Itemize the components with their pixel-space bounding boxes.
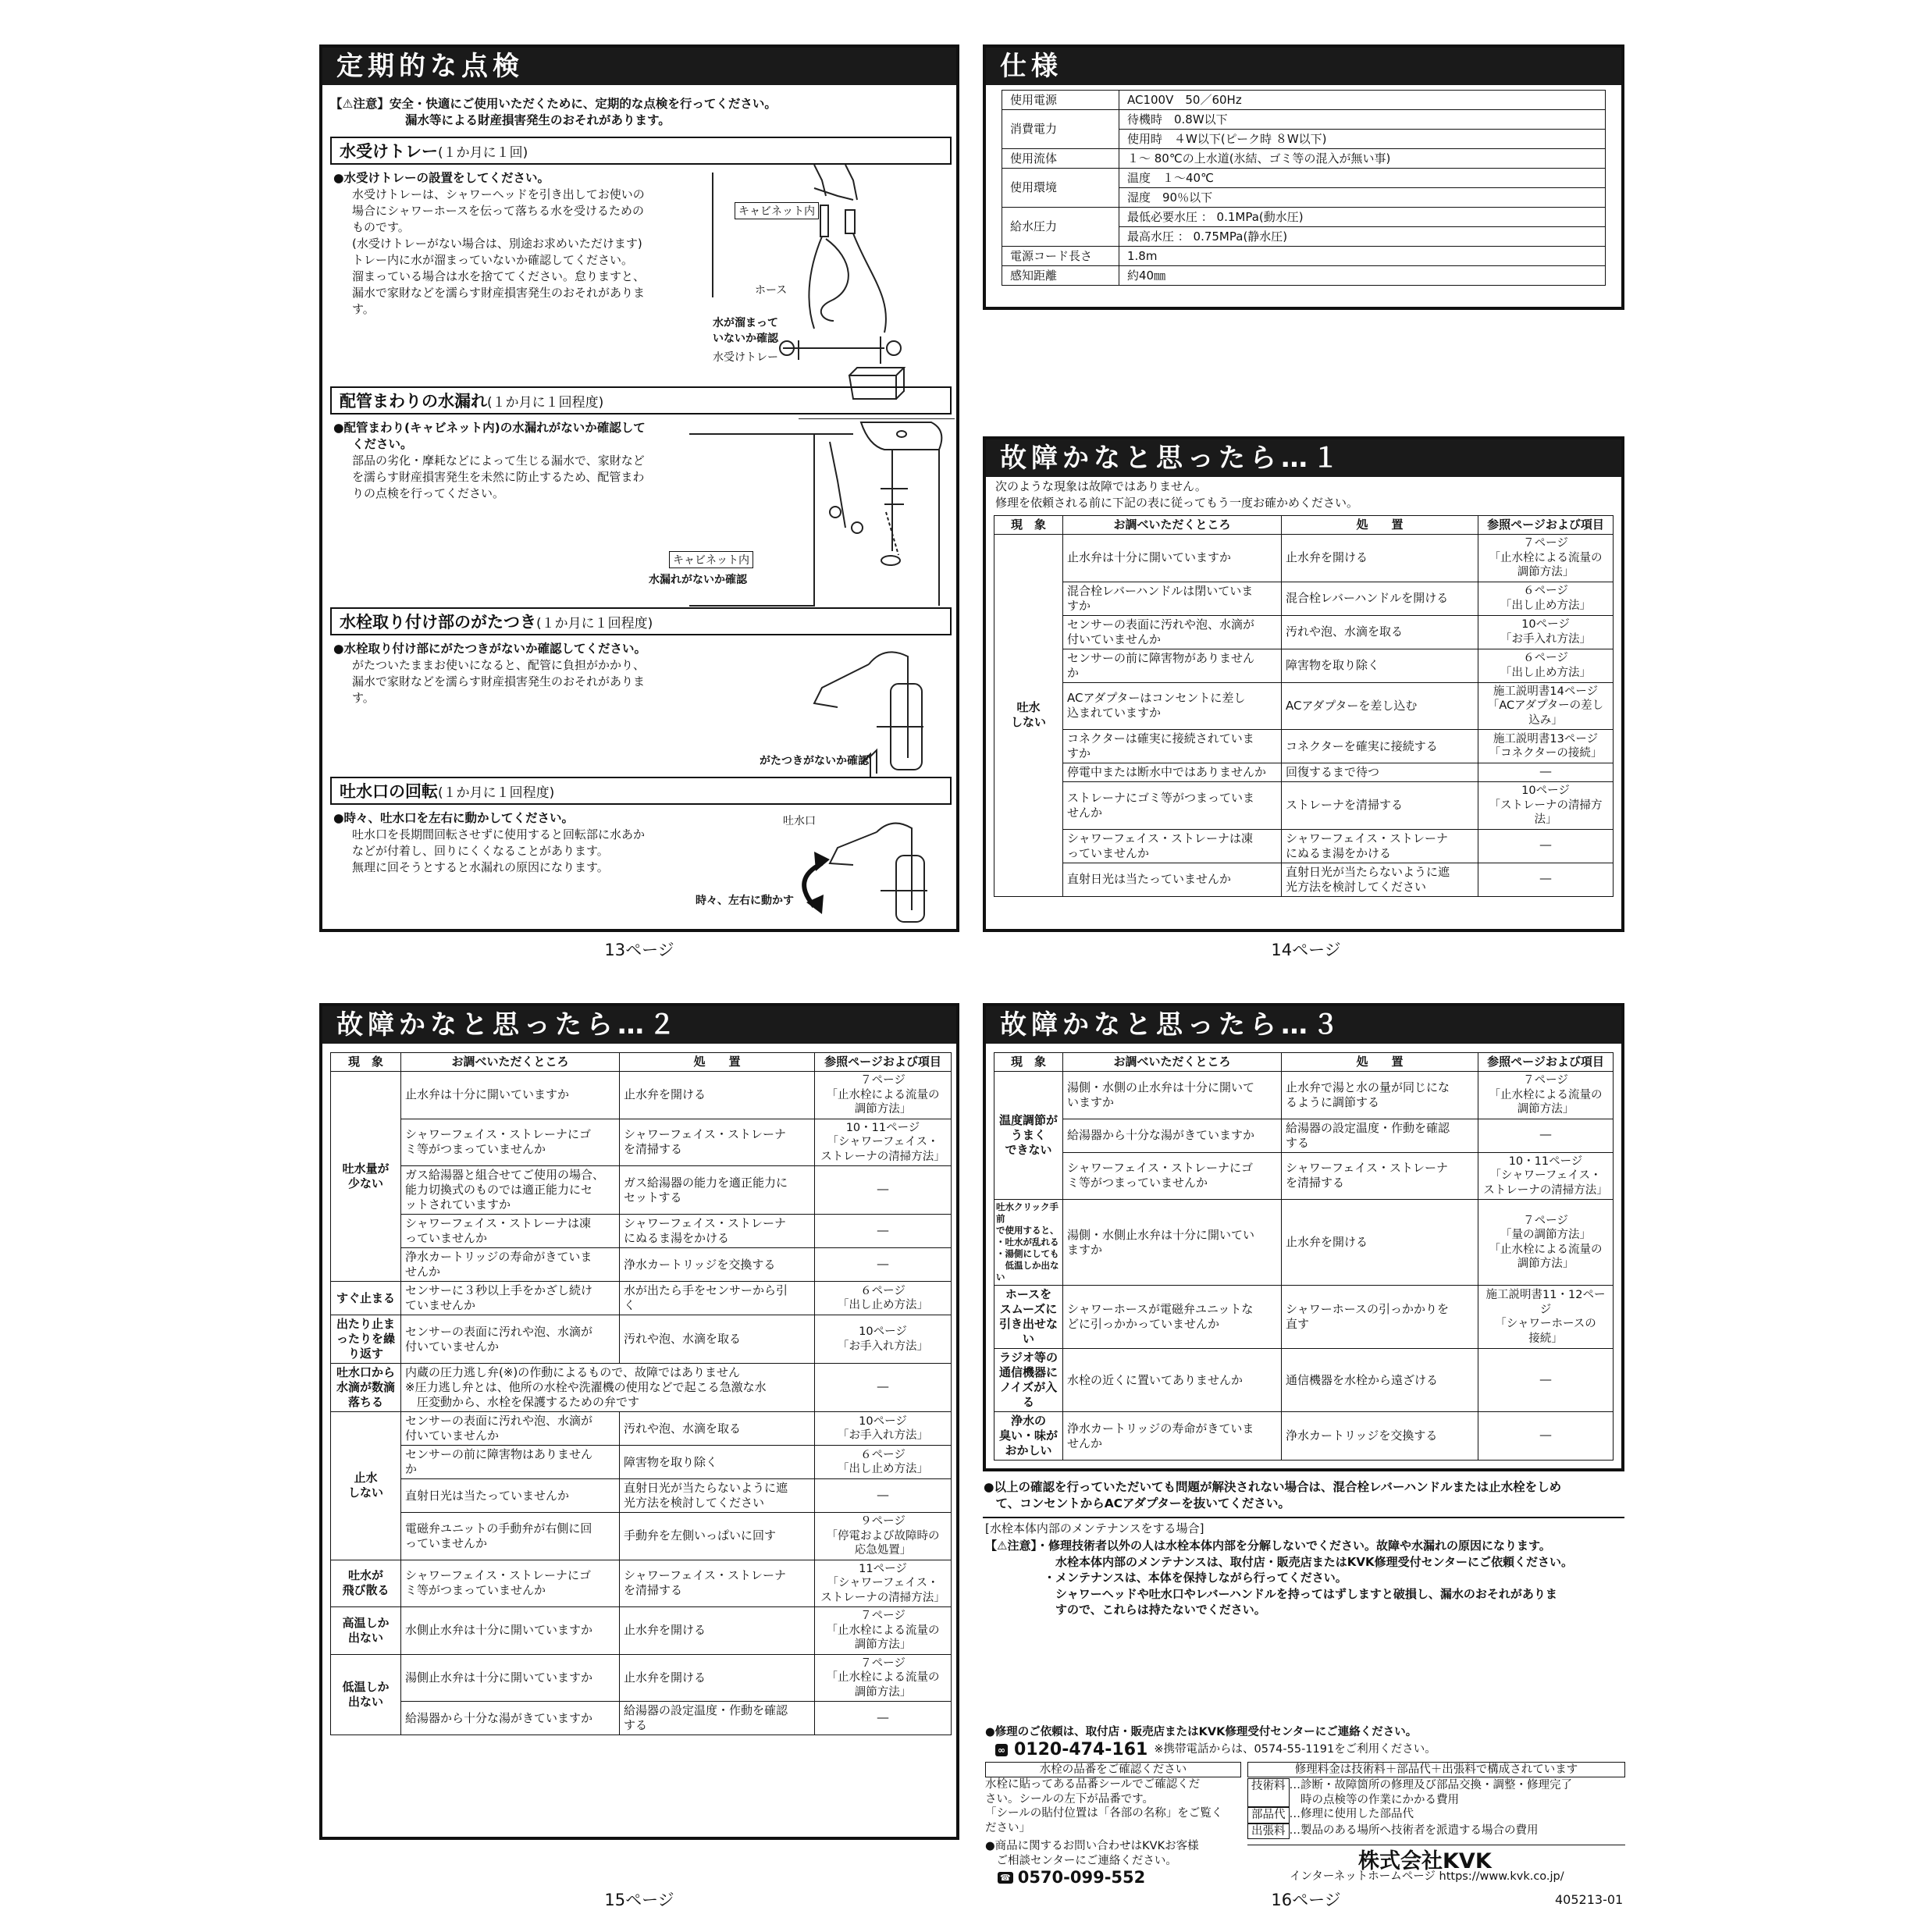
action-cell: 通信機器を水栓から遠ざける: [1282, 1349, 1478, 1412]
reference-cell: ―: [1478, 1349, 1614, 1412]
action-cell: 汚れや泡、水滴を取る: [620, 1315, 815, 1364]
table-row: [331, 1119, 952, 1166]
caution-line2: 漏水等による財産損害発生のおそれがあります。: [405, 113, 671, 127]
symptom-cell: 吐水クリック手前 で使用すると、 ・吐水が乱れる ・湯側にしても 低温しか出ない: [994, 1200, 1063, 1286]
symptom-cell: 吐水が 飛び散る: [331, 1560, 401, 1607]
page-number-16: 16ページ: [1271, 1891, 1341, 1909]
table-row: [994, 1072, 1614, 1119]
table-row: [331, 1072, 952, 1119]
table-row: [331, 1412, 952, 1446]
document-code: 405213-01: [1555, 1892, 1624, 1907]
table-row: [994, 782, 1614, 830]
table-row: [331, 1513, 952, 1560]
troubleshoot-3-title: 故障かなと思ったら…３: [986, 1006, 1621, 1044]
reference-cell: ７ページ 「止水栓による流量の 調節方法」: [815, 1072, 952, 1119]
reference-cell: 10ページ 「ストレーナの清掃方法」: [1478, 782, 1614, 830]
reference-cell: ７ページ 「量の調節方法」 「止水栓による流量の 調節方法」: [1478, 1200, 1614, 1286]
symptom-cell: 浄水の 臭い・味が おかしい: [994, 1412, 1063, 1461]
action-cell: 障害物を取り除く: [620, 1446, 815, 1479]
action-cell: シャワーフェイス・ストレーナ を清掃する: [620, 1560, 815, 1607]
action-cell: シャワーフェイス・ストレーナ を清掃する: [1282, 1152, 1478, 1200]
check-cell: 直射日光は当たっていませんか: [1063, 863, 1282, 896]
action-cell: 混合栓レバーハンドルを開ける: [1282, 582, 1478, 615]
troubleshoot-1-panel: [983, 436, 1624, 932]
check-cell: ガス給湯器と組合せてご使用の場合、 能力切換式のものでは適正能力にセ ットされていますか: [401, 1166, 620, 1215]
fig-wobble-check-label: がたつきがないか確認: [760, 755, 869, 767]
section-water-tray-body: ●水受けトレーの設置をしてください。 水受けトレーは、シャワーヘッドを引き出してお使いの 場合にシャワーホースを伝って落ちる水を受けるための ものです。 (水受けトレーがない場合は、別途お求めいただけます) トレー内に水が溜まっていないか確認してください。 溜まっている場合は水を捨ててください。怠りますと、 漏水で家財などを濡らす財産損害発生のおそれがありま す。: [333, 171, 646, 316]
check-cell: 直射日光は当たっていませんか: [401, 1479, 620, 1513]
check-cell: 湯側・水側の止水弁は十分に開いて いますか: [1063, 1072, 1282, 1119]
table-row: [331, 1654, 952, 1702]
check-cell: シャワーフェイス・ストレーナは凍 っていませんか: [1063, 829, 1282, 863]
check-cell: センサーの前に障害物がありません か: [1063, 649, 1282, 682]
reference-cell: ―: [815, 1364, 952, 1412]
fig-cabinet-label-2: キャビネット内: [669, 551, 753, 568]
company-homepage[interactable]: インターネットホームページ https://www.kvk.co.jp/: [1290, 1870, 1564, 1883]
hinban-title: 水栓の品番をご確認ください: [985, 1762, 1241, 1777]
reference-cell: 10ページ 「お手入れ方法」: [1478, 615, 1614, 649]
page13-panel: [319, 44, 959, 932]
table-row: [331, 1702, 952, 1735]
symptom-cell: ラジオ等の 通信機器に ノイズが入る: [994, 1349, 1063, 1412]
table-row: [994, 1349, 1614, 1412]
spec-table: 使用電源 AC100V 50／60Hz 消費電力 待機時 0.8W以下 使用時 ４W以下(ピーク時 ８W以下) 使用流体 １～ 80℃の上水道(氷結、ゴミ等の混入が無い事) 使用環境 温度 １～40℃ 湿度 90％以下 給水圧力 最低必要水圧 ： 0.1MPa(動水圧) 最高水圧 ： 0.75MPa(静水圧) 電源コード長さ 1.8m 感知距離 約40㎜: [1002, 90, 1606, 286]
symptom-cell: 出たり止ま ったりを繰 り返す: [331, 1315, 401, 1364]
fig-hose-label: ホース: [755, 284, 788, 297]
reference-cell: ―: [1478, 863, 1614, 896]
table-row: [331, 1560, 952, 1607]
table-row: [331, 1446, 952, 1479]
page-number-15: 15ページ: [604, 1891, 674, 1909]
table-row: [994, 863, 1614, 896]
reference-cell: ６ページ 「出し止め方法」: [1478, 582, 1614, 615]
fee-title: 修理料金は技術料＋部品代＋出張料で構成されています: [1247, 1762, 1625, 1777]
fig-cabinet-label: キャビネット内: [735, 202, 819, 219]
table-row: [994, 829, 1614, 863]
section-pipe-leak-body: ●配管まわり(キャビネット内)の水漏れがないか確認して ください。 部品の劣化・摩耗などによって生じる漏水で、家財など を濡らす財産損害発生を未然に防止するため、配管まわ りの点検を行ってください。: [333, 421, 646, 500]
symptom-cell: 高温しか 出ない: [331, 1607, 401, 1655]
freedial-row: [995, 1740, 1436, 1759]
action-cell: 水が出たら手をセンサーから引 く: [620, 1282, 815, 1315]
reference-cell: 10・11ページ 「シャワーフェイス・ ストレーナの清掃方法」: [815, 1119, 952, 1166]
troubleshoot-1-intro: 次のような現象は故障ではありません。 修理を依頼される前に下記の表に従ってもう一度お確かめください。: [995, 479, 1359, 510]
section-mount-wobble-title: 水栓取り付け部のがたつき(１か月に１回程度): [330, 607, 952, 635]
inquiry-text: ●商品に関するお問い合わせはKVKお客様 ご相談センターにご連絡ください。: [985, 1840, 1199, 1867]
navi-dial-number: 0570-099-552: [1017, 1868, 1146, 1887]
reference-cell: ―: [815, 1166, 952, 1215]
final-check-note: ●以上の確認を行っていただいても問題が解決されない場合は、混合栓レバーハンドルまたは止水栓をしめ て、コンセントからACアダプターを抜いてください。: [984, 1480, 1562, 1510]
check-cell: 給湯器から十分な湯がきていますか: [1063, 1119, 1282, 1152]
check-cell: シャワーフェイス・ストレーナにゴ ミ等がつまっていませんか: [401, 1119, 620, 1166]
action-cell: 障害物を取り除く: [1282, 649, 1478, 682]
table-row: [994, 582, 1614, 615]
troubleshoot-2-table: 現 象 お調べいただくところ 処 置 参照ページおよび項目 吐水量が 少ない 止水弁は十分に開いていますか 止水弁を開ける ７ページ 「止水栓による流量の 調節方法」 シャワーフェイス・ストレーナにゴ ミ等がつまっていませんか シャワーフェイス・ストレーナ を清掃する 10・11ページ 「シャワーフェイス・ ストレーナの清掃方法」 ガス給湯器と組合せてご使用の場合、 能力切換式のものでは適正能力にセ ットされていますか ガス給湯器の能力を適正能力に セットする ― シャワーフェイス・ストレーナは凍 っていませんか シャワーフェイス・ストレーナ にぬるま湯をかける ― 浄水カートリッジの寿命がきていま せんか 浄水カートリッジを交換する ― すぐ止まる センサーに３秒以上手をかざし続け ていませんか 水が出たら手をセンサーから引 く ６ページ 「出し止め方法」 出たり止ま ったりを繰 り返す センサーの表面に汚れや泡、水滴が 付いていませんか 汚れや泡、水滴を取る 10ページ 「お手入れ方法」 吐水口から 水滴が数滴 落ちる 内蔵の圧力逃し弁(※)の作動によるもので、故障ではありません ※圧力逃し弁とは、他所の水栓や洗濯機の使用などで起こる急激な水 圧変動から、水栓を保護するための弁です ― 止水 しない センサーの表面に汚れや泡、水滴が 付いていませんか 汚れや泡、水滴を取る 10ページ 「お手入れ方法」 センサーの前に障害物はありません か 障害物を取り除く ６ページ 「出し止め方法」 直射日光は当たっていませんか 直射日光が当たらないように遮 光方法を検討してください ― 電磁弁ユニットの手動弁が右側に回 っていませんか 手動弁を左側いっぱいに回す ９ページ 「停電および故障時の 応急処置」 吐水が 飛び散る シャワーフェイス・ストレーナにゴ ミ等がつまっていませんか シャワーフェイス・ストレーナ を清掃する 11ページ 「シャワーフェイス・ ストレーナの清掃方法」 高温しか 出ない 水側止水弁は十分に開いていますか 止水弁を開ける ７ページ 「止水栓による流量の 調節方法」 低温しか 出ない 湯側止水弁は十分に開いていますか 止水弁を開ける ７ページ 「止水栓による流量の 調節方法」 給湯器から十分な湯がきていますか 給湯器の設定温度・作動を確認 する ―: [330, 1052, 952, 1735]
symptom-cell: すぐ止まる: [331, 1282, 401, 1315]
action-cell: 浄水カートリッジを交換する: [1282, 1412, 1478, 1461]
symptom-cell: 止水 しない: [331, 1412, 401, 1560]
action-cell: 直射日光が当たらないように遮 光方法を検討してください: [620, 1479, 815, 1513]
section-water-tray-title: 水受けトレー(１か月に１回): [330, 137, 952, 165]
symptom-cell: 吐水口から 水滴が数滴 落ちる: [331, 1364, 401, 1412]
action-cell: 浄水カートリッジを交換する: [620, 1248, 815, 1282]
fee-list: 技術料 …診断・故障箇所の修理及び部品交換・調整・修理完了 時の点検等の作業にかかる費用 部品代 …修理に使用した部品代 出張料 …製品のある場所へ技術者を派遣する場合の費用: [1247, 1778, 1625, 1839]
troubleshoot-1-title: 故障かなと思ったら…１: [986, 439, 1621, 477]
action-cell: 止水弁を開ける: [620, 1072, 815, 1119]
fig-move-label: 時々、左右に動かす: [696, 895, 794, 907]
table-row: [994, 1152, 1614, 1200]
check-cell: センサーの表面に汚れや泡、水滴が 付いていませんか: [1063, 615, 1282, 649]
reference-cell: ９ページ 「停電および故障時の 応急処置」: [815, 1513, 952, 1560]
reference-cell: ―: [815, 1248, 952, 1282]
fig-check-label: 水が溜まって いないか確認: [713, 317, 778, 345]
action-cell: ACアダプターを差し込む: [1282, 682, 1478, 730]
reference-cell: 10・11ページ 「シャワーフェイス・ ストレーナの清掃方法」: [1478, 1152, 1614, 1200]
table-row: [331, 1364, 952, 1412]
company-name: 株式会社KVK: [1358, 1849, 1492, 1873]
troubleshoot-1-table: 現 象 お調べいただくところ 処 置 参照ページおよび項目 吐水 しない 止水弁は十分に開いていますか 止水弁を開ける ７ページ 「止水栓による流量の 調節方法」 混合栓レバーハンドルは閉いていま すか 混合栓レバーハンドルを開ける ６ページ 「出し止め方法」 センサーの表面に汚れや泡、水滴が 付いていませんか 汚れや泡、水滴を取る 10ページ 「お手入れ方法」 センサーの前に障害物がありません か 障害物を取り除く ６ページ 「出し止め方法」 ACアダプターはコンセントに差し 込まれていますか ACアダプターを差し込む 施工説明書14ページ 「ACアダプターの差し込み」 コネクターは確実に接続されていま すか コネクターを確実に接続する 施工説明書13ページ 「コネクターの接続」 停電中または断水中ではありませんか 回復するまで待つ ― ストレーナにゴミ等がつまっていま せんか ストレーナを清掃する 10ページ 「ストレーナの清掃方法」 シャワーフェイス・ストレーナは凍 っていませんか シャワーフェイス・ストレーナ にぬるま湯をかける ― 直射日光は当たっていませんか 直射日光が当たらないように遮 光方法を検討してください ―: [994, 515, 1614, 897]
check-cell: シャワーフェイス・ストレーナにゴ ミ等がつまっていませんか: [401, 1560, 620, 1607]
action-cell: 止水弁で湯と水の量が同じにな るように調節する: [1282, 1072, 1478, 1119]
table-row: [331, 1215, 952, 1248]
check-cell: 浄水カートリッジの寿命がきていま せんか: [1063, 1412, 1282, 1461]
action-cell: ストレーナを清掃する: [1282, 782, 1478, 830]
reference-cell: ―: [1478, 763, 1614, 782]
check-cell: 止水弁は十分に開いていますか: [401, 1072, 620, 1119]
reference-cell: ―: [815, 1479, 952, 1513]
reference-cell: ７ページ 「止水栓による流量の 調節方法」: [815, 1654, 952, 1702]
check-cell: 給湯器から十分な湯がきていますか: [401, 1702, 620, 1735]
action-cell: 給湯器の設定温度・作動を確認 する: [620, 1702, 815, 1735]
reference-cell: ６ページ 「出し止め方法」: [815, 1446, 952, 1479]
check-cell: 湯側・水側止水弁は十分に開いてい ますか: [1063, 1200, 1282, 1286]
action-cell: 汚れや泡、水滴を取る: [620, 1412, 815, 1446]
table-row: [994, 730, 1614, 763]
maintenance-title: [水栓本体内部のメンテナンスをする場合]: [985, 1521, 1204, 1535]
action-cell: シャワーフェイス・ストレーナ にぬるま湯をかける: [1282, 829, 1478, 863]
troubleshoot-3-panel: [983, 1003, 1624, 1471]
action-cell: 手動弁を左側いっぱいに回す: [620, 1513, 815, 1560]
reference-cell: 10ページ 「お手入れ方法」: [815, 1315, 952, 1364]
action-cell: コネクターを確実に接続する: [1282, 730, 1478, 763]
section-spout-rotate-body: ●時々、吐水口を左右に動かしてください。 吐水口を長期間回転させずに使用すると回転部に水あか などが付着し、回りにくくなることがあります。 無理に回そうとすると水漏れの原因になります。: [333, 811, 646, 874]
reference-cell: ６ページ 「出し止め方法」: [815, 1282, 952, 1315]
check-cell: 混合栓レバーハンドルは閉いていま すか: [1063, 582, 1282, 615]
table-row: [994, 682, 1614, 730]
mobile-note: ※携帯電話からは、0574-55-1191をご利用ください。: [1154, 1743, 1436, 1756]
check-cell: シャワーホースが電磁弁ユニットな どに引っかかっていませんか: [1063, 1286, 1282, 1349]
check-cell: 止水弁は十分に開いていますか: [1063, 535, 1282, 582]
fig-leak-check-label: 水漏れがないか確認: [649, 574, 747, 586]
fig-spout-label: 吐水口: [783, 815, 816, 827]
freedial-number: 0120-474-161: [1014, 1740, 1148, 1759]
reference-cell: ―: [1478, 829, 1614, 863]
table-row: [331, 1166, 952, 1215]
action-cell: 回復するまで待つ: [1282, 763, 1478, 782]
reference-cell: ―: [815, 1215, 952, 1248]
reference-cell: 11ページ 「シャワーフェイス・ ストレーナの清掃方法」: [815, 1560, 952, 1607]
check-cell: コネクターは確実に接続されていま すか: [1063, 730, 1282, 763]
symptom-cell: 吐水量が 少ない: [331, 1072, 401, 1282]
table-row: [994, 1286, 1614, 1349]
span-cell: 内蔵の圧力逃し弁(※)の作動によるもので、故障ではありません ※圧力逃し弁とは、他所の水栓や洗濯機の使用などで起こる急激な水 圧変動から、水栓を保護するための弁です: [401, 1364, 815, 1412]
divider: [983, 1517, 1624, 1518]
section-pipe-leak-title: 配管まわりの水漏れ(１か月に１回程度): [330, 386, 952, 415]
reference-cell: ７ページ 「止水栓による流量の 調節方法」: [815, 1607, 952, 1655]
reference-cell: ―: [1478, 1119, 1614, 1152]
action-cell: 止水弁を開ける: [1282, 1200, 1478, 1286]
reference-cell: ６ページ 「出し止め方法」: [1478, 649, 1614, 682]
symptom-cell: 低温しか 出ない: [331, 1654, 401, 1735]
table-row: [994, 763, 1614, 782]
troubleshoot-2-panel: [319, 1003, 959, 1840]
action-cell: ガス給湯器の能力を適正能力に セットする: [620, 1166, 815, 1215]
page-number-13: 13ページ: [604, 941, 674, 959]
check-cell: シャワーフェイス・ストレーナにゴ ミ等がつまっていませんか: [1063, 1152, 1282, 1200]
troubleshoot-2-title: 故障かなと思ったら…２: [322, 1006, 956, 1044]
reference-cell: ７ページ 「止水栓による流量の 調節方法」: [1478, 535, 1614, 582]
page13-title: 定期的な点検: [322, 48, 956, 85]
reference-cell: ―: [1478, 1412, 1614, 1461]
check-cell: 停電中または断水中ではありませんか: [1063, 763, 1282, 782]
check-cell: 水側止水弁は十分に開いていますか: [401, 1607, 620, 1655]
action-cell: 汚れや泡、水滴を取る: [1282, 615, 1478, 649]
check-cell: ACアダプターはコンセントに差し 込まれていますか: [1063, 682, 1282, 730]
symptom-cell: ホースを スムーズに 引き出せない: [994, 1286, 1063, 1349]
table-row: [331, 1607, 952, 1655]
table-row: [994, 649, 1614, 682]
reference-cell: ７ページ 「止水栓による流量の 調節方法」: [1478, 1072, 1614, 1119]
table-row: [994, 1200, 1614, 1286]
action-cell: シャワーフェイス・ストレーナ にぬるま湯をかける: [620, 1215, 815, 1248]
spec-title: 仕様: [986, 48, 1621, 85]
reference-cell: 10ページ 「お手入れ方法」: [815, 1412, 952, 1446]
spec-panel: [983, 44, 1624, 310]
navi-dial-icon: ☎: [998, 1872, 1013, 1884]
table-row: [994, 535, 1614, 582]
table-row: [994, 615, 1614, 649]
reference-cell: 施工説明書13ページ 「コネクターの接続」: [1478, 730, 1614, 763]
navi-dial-row: [998, 1868, 1145, 1887]
page-number-14: 14ページ: [1271, 941, 1341, 959]
check-cell: センサーの前に障害物はありません か: [401, 1446, 620, 1479]
table-row: [331, 1315, 952, 1364]
spout-rotate-illustration: [760, 817, 947, 926]
section-spout-rotate-title: 吐水口の回転(１か月に１回程度): [330, 777, 952, 805]
table-row: [331, 1282, 952, 1315]
action-cell: 止水弁を開ける: [620, 1607, 815, 1655]
action-cell: シャワーホースの引っかかりを 直す: [1282, 1286, 1478, 1349]
check-cell: センサーに３秒以上手をかざし続け ていませんか: [401, 1282, 620, 1315]
section-mount-wobble-body: ●水栓取り付け部にがたつきがないか確認してください。 がたついたままお使いになると、配管に負担がかかり、 漏水で家財などを濡らす財産損害発生のおそれがありま す。: [333, 642, 647, 705]
fig-tray-label: 水受けトレー: [713, 351, 778, 364]
action-cell: 止水弁を開ける: [1282, 535, 1478, 582]
reference-cell: 施工説明書11・12ページ 「シャワーホースの 接続」: [1478, 1286, 1614, 1349]
repair-request: ●修理のご依頼は、取付店・販売店またはKVK修理受付センターにご連絡ください。: [985, 1726, 1418, 1738]
freedial-icon: ∞: [995, 1744, 1008, 1756]
check-cell: 電磁弁ユニットの手動弁が右側に回 っていませんか: [401, 1513, 620, 1560]
action-cell: 止水弁を開ける: [620, 1654, 815, 1702]
reference-cell: ―: [815, 1702, 952, 1735]
troubleshoot-3-table: 現 象 お調べいただくところ 処 置 参照ページおよび項目 温度調節が うまく できない 湯側・水側の止水弁は十分に開いて いますか 止水弁で湯と水の量が同じにな るように調節する ７ページ 「止水栓による流量の 調節方法」 給湯器から十分な湯がきていますか 給湯器の設定温度・作動を確認 する ― シャワーフェイス・ストレーナにゴ ミ等がつまっていませんか シャワーフェイス・ストレーナ を清掃する 10・11ページ 「シャワーフェイス・ ストレーナの清掃方法」 吐水クリック手前 で使用すると、 ・吐水が乱れる ・湯側にしても 低温しか出ない 湯側・水側止水弁は十分に開いてい ますか 止水弁を開ける ７ページ 「量の調節方法」 「止水栓による流量の 調節方法」 ホースを スムーズに 引き出せない シャワーホースが電磁弁ユニットな どに引っかかっていませんか シャワーホースの引っかかりを 直す 施工説明書11・12ページ 「シャワーホースの 接続」 ラジオ等の 通信機器に ノイズが入る 水栓の近くに置いてありませんか 通信機器を水栓から遠ざける ― 浄水の 臭い・味が おかしい 浄水カートリッジの寿命がきていま せんか 浄水カートリッジを交換する ―: [994, 1052, 1614, 1461]
check-cell: センサーの表面に汚れや泡、水滴が 付いていませんか: [401, 1315, 620, 1364]
caution-line1: 【⚠注意】安全・快適にご使用いただくために、定期的な点検を行ってください。: [330, 97, 777, 111]
action-cell: 直射日光が当たらないように遮 光方法を検討してください: [1282, 863, 1478, 896]
table-row: [331, 1248, 952, 1282]
check-cell: 湯側止水弁は十分に開いていますか: [401, 1654, 620, 1702]
reference-cell: 施工説明書14ページ 「ACアダプターの差し込み」: [1478, 682, 1614, 730]
action-cell: シャワーフェイス・ストレーナ を清掃する: [620, 1119, 815, 1166]
check-cell: センサーの表面に汚れや泡、水滴が 付いていませんか: [401, 1412, 620, 1446]
check-cell: ストレーナにゴミ等がつまっていま せんか: [1063, 782, 1282, 830]
symptom-cell: 吐水 しない: [994, 535, 1063, 897]
action-cell: 給湯器の設定温度・作動を確認 する: [1282, 1119, 1478, 1152]
check-cell: 浄水カートリッジの寿命がきていま せんか: [401, 1248, 620, 1282]
symptom-cell: 温度調節が うまく できない: [994, 1072, 1063, 1200]
table-row: [994, 1119, 1614, 1152]
check-cell: シャワーフェイス・ストレーナは凍 っていませんか: [401, 1215, 620, 1248]
maintenance-caution: 【⚠注意】・修理技術者以外の人は水栓本体内部を分解しないでください。故障や水漏れの原因になります。 水栓本体内部のメンテナンスは、取付店・販売店またはKVK修理受付センターにご依頼ください。 ・メンテナンスは、本体を保持しながら行ってください。 シャワーヘッドや吐水口やレバーハンドルを持ってはずしますと破損し、漏水のおそれがありま すので、これらは持たないでください。: [985, 1539, 1574, 1617]
table-row: [994, 1412, 1614, 1461]
check-cell: 水栓の近くに置いてありませんか: [1063, 1349, 1282, 1412]
table-row: [331, 1479, 952, 1513]
hinban-text: 水栓に貼ってある品番シールでご確認くだ さい。シールの左下が品番です。 「シールの貼付位置は「各部の名称」をご覧く ださい」: [985, 1778, 1223, 1834]
